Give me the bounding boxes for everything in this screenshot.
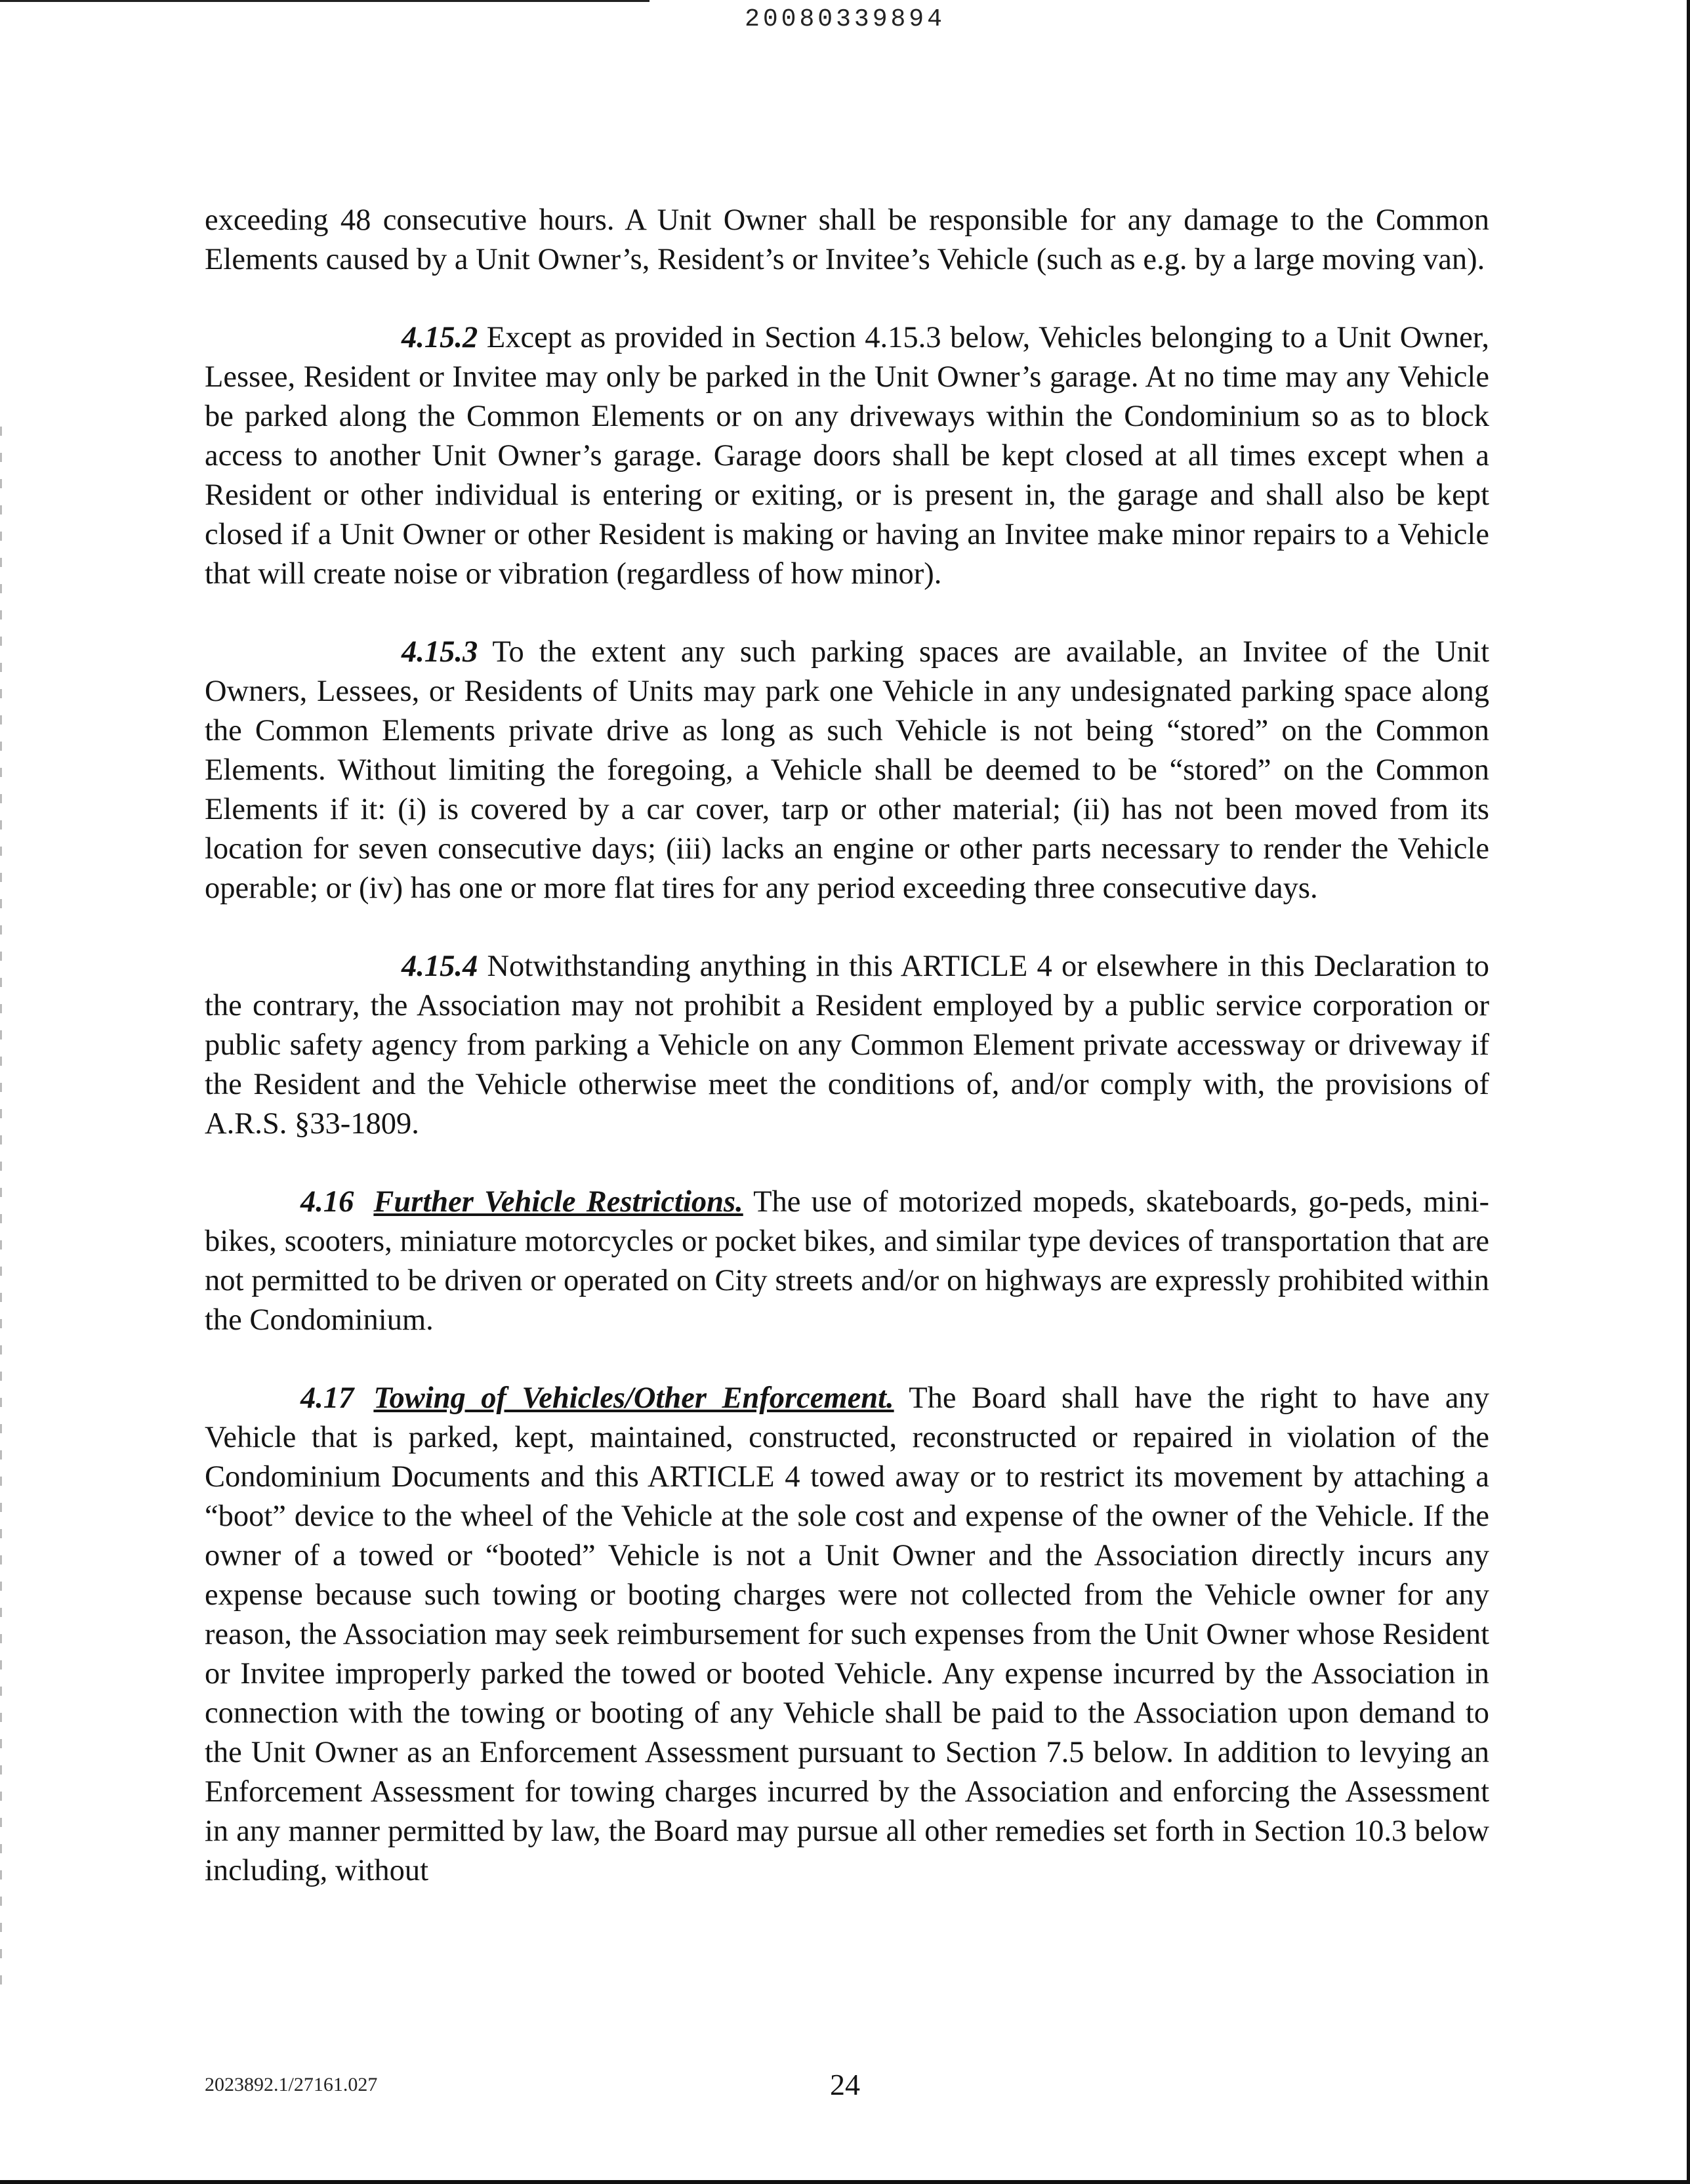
paragraph-text: To the extent any such parking spaces are available, an Invitee of the Unit Owners, Lessees, or Residents of Units may park one Vehicle in any undesignated parking space along the Common Elements private drive as long as such Vehicle is not being “stored” on the Common Elements. Without limiting the foregoing, a Vehicle shall be deemed to be “stored” on the Common Elements if it: (i) is covered by a car cover, tarp or other material; (ii) has not been moved from its location for seven consecutive days; (iii) lacks an engine or other parts necessary to render the Vehicle operable; or (iv) has one or more flat tires for any period exceeding three consecutive days. bbox=[205, 635, 1489, 905]
section-4-15-4 bbox=[205, 947, 1489, 1144]
paragraph-text: The Board shall have the right to have any Vehicle that is parked, kept, maintained, constructed, reconstructed or repaired in violation of the Condominium Documents and this ARTICLE 4 towed away or to restrict its movement by attaching a “boot” device to the wheel of the Vehicle at the sole cost and expense of the owner of the Vehicle. If the owner of a towed or “booted” Vehicle is not a Unit Owner and the Association directly incurs any expense because such towing or booting charges were not collected from the Vehicle owner for any reason, the Association may seek reimbursement for such expenses from the Unit Owner whose Resident or Invitee improperly parked the towed or booted Vehicle. Any expense incurred by the Association in connection with the towing or booting of any Vehicle shall be paid to the Association upon demand to the Unit Owner as an Enforcement Assessment pursuant to Section 7.5 below. In addition to levying an Enforcement Assessment for towing charges incurred by the Association and enforcing the Assessment in any manner permitted by law, the Board may pursue all other remedies set forth in Section 10.3 below including, without bbox=[205, 1381, 1489, 1887]
document-reference: 2023892.1/27161.027 bbox=[205, 2074, 378, 2095]
paragraph-text: The use of motorized mopeds, skateboards, go-peds, mini-bikes, scooters, miniature motorcycles or pocket bikes, and similar type devices of transportation that are not permitted to be driven or operated on City streets and/or on highways are expressly prohibited within the Condominium. bbox=[205, 1185, 1489, 1337]
section-heading: Towing of Vehicles/Other Enforcement. bbox=[373, 1381, 894, 1415]
section-heading: Further Vehicle Restrictions. bbox=[373, 1185, 743, 1219]
recording-number: 20080339894 bbox=[745, 5, 945, 33]
paragraph-continuation bbox=[205, 201, 1489, 280]
section-number: 4.15.2 bbox=[402, 321, 478, 354]
top-border-line bbox=[0, 0, 649, 2]
bottom-border-line bbox=[0, 2180, 1690, 2184]
section-4-17 bbox=[205, 1379, 1489, 1891]
left-scan-edge bbox=[0, 427, 2, 2002]
section-4-16 bbox=[205, 1183, 1489, 1340]
right-border-line bbox=[1687, 0, 1690, 2184]
document-body bbox=[205, 201, 1489, 1929]
paragraph-text: Notwithstanding anything in this ARTICLE 4 or elsewhere in this Declaration to the contrary, the Association may not prohibit a Resident employed by a public service corporation or public safety agency from parking a Vehicle on any Common Element private accessway or driveway if the Resident and the Vehicle otherwise meet the conditions of, and/or comply with, the provisions of A.R.S. §33-1809. bbox=[205, 950, 1490, 1141]
section-4-15-3 bbox=[205, 633, 1489, 908]
paragraph-text: exceeding 48 consecutive hours. A Unit Owner shall be responsible for any damage to the Common Elements caused by a Unit Owner’s, Resident’s or Invitee’s Vehicle (such as e.g. by a large moving van). bbox=[205, 203, 1489, 276]
section-4-15-2 bbox=[205, 318, 1489, 594]
page-number: 24 bbox=[830, 2068, 860, 2101]
paragraph-text: Except as provided in Section 4.15.3 below, Vehicles belonging to a Unit Owner, Lessee, Resident or Invitee may only be parked in the Unit Owner’s garage. At no time may any Vehicle be parked along the Common Elements or on any driveways within the Condominium so as to block access to another Unit Owner’s garage. Garage doors shall be kept closed at all times except when a Resident or other individual is entering or exiting, or is present in, the garage and shall also be kept closed if a Unit Owner or other Resident is making or having an Invitee make minor repairs to a Vehicle that will create noise or vibration (regardless of how minor). bbox=[205, 321, 1489, 591]
section-number: 4.16 bbox=[300, 1185, 354, 1219]
section-number: 4.17 bbox=[300, 1381, 354, 1415]
section-number: 4.15.3 bbox=[402, 635, 478, 669]
section-number: 4.15.4 bbox=[402, 950, 478, 983]
